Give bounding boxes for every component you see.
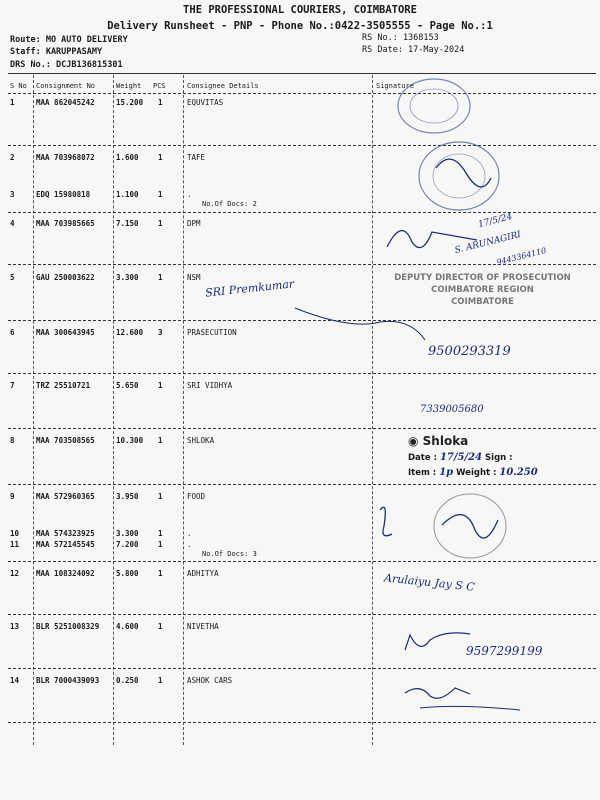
col-pcs: PCS bbox=[153, 82, 166, 90]
docs-count: No.Of Docs: 2 bbox=[202, 200, 257, 208]
shloka-logo-text: Shloka bbox=[422, 434, 469, 448]
handwritten-name: Arulaiyu Jay S C bbox=[383, 571, 476, 594]
drs-number: DRS No.: DCJB136815301 bbox=[10, 60, 123, 70]
col-weight: Weight bbox=[116, 82, 142, 90]
row-sno: 3 bbox=[10, 190, 15, 199]
row-consignment: MAA 703968072 bbox=[36, 153, 95, 162]
sign-label: Sign : bbox=[485, 453, 513, 463]
row-consignee: EQUVITAS bbox=[187, 98, 224, 107]
row-consignee: . bbox=[187, 190, 192, 199]
round-seal-stamp bbox=[416, 138, 502, 214]
row-consignment: EDQ 15980818 bbox=[36, 190, 91, 199]
row-divider bbox=[8, 145, 596, 146]
row-consignee: PRASECUTION bbox=[187, 328, 237, 337]
row-weight: 5.800 bbox=[116, 569, 139, 578]
handwritten-name: S. ARUNAGIRI bbox=[453, 229, 523, 257]
row-weight: 7.200 bbox=[116, 540, 139, 549]
row-weight: 1.600 bbox=[116, 153, 139, 162]
row-consignment: MAA 862045242 bbox=[36, 98, 95, 107]
row-divider bbox=[8, 373, 596, 374]
row-consignee: ASHOK CARS bbox=[187, 676, 233, 685]
row-consignment: MAA 300643945 bbox=[36, 328, 95, 337]
col-divider bbox=[33, 75, 34, 745]
route: Route: MO AUTO DELIVERY bbox=[10, 35, 128, 45]
row-divider bbox=[8, 722, 596, 723]
row-sno: 1 bbox=[10, 98, 15, 107]
row-consignee: ADHITYA bbox=[187, 569, 219, 578]
handwritten-phone: 9443364110 bbox=[495, 245, 548, 268]
row-consignee: . bbox=[187, 540, 192, 549]
row-pcs: 1 bbox=[158, 676, 163, 685]
signature-row5 bbox=[290, 300, 430, 350]
staff: Staff: KARUPPASAMY bbox=[10, 47, 103, 57]
weight-label: Weight : bbox=[456, 468, 497, 478]
row-pcs: 1 bbox=[158, 492, 163, 501]
row-divider bbox=[8, 668, 596, 669]
rs-date: RS Date: 17-May-2024 bbox=[362, 45, 465, 55]
row-pcs: 1 bbox=[158, 153, 163, 162]
row-consignee: NIVETHA bbox=[187, 622, 219, 631]
col-consignee: Consignee Details bbox=[187, 82, 259, 90]
row-sno: 4 bbox=[10, 219, 15, 228]
row-weight: 3.300 bbox=[116, 529, 139, 538]
handwritten-phone: 9597299199 bbox=[466, 644, 543, 658]
row-weight: 3.950 bbox=[116, 492, 139, 501]
stamp-line: COIMBATORE bbox=[451, 297, 514, 307]
row-pcs: 1 bbox=[158, 529, 163, 538]
row-pcs: 1 bbox=[158, 219, 163, 228]
docs-count: No.Of Docs: 3 bbox=[202, 550, 257, 558]
row-sno: 8 bbox=[10, 436, 15, 445]
shloka-stamp bbox=[408, 434, 588, 492]
row-weight: 5.650 bbox=[116, 381, 139, 390]
handwritten-date: 17/5/24 bbox=[477, 211, 514, 231]
row-sno: 11 bbox=[10, 540, 20, 549]
row-pcs: 1 bbox=[158, 98, 163, 107]
handwritten-phone: 7339005680 bbox=[420, 404, 484, 415]
row-divider bbox=[8, 428, 596, 429]
col-consignment: Consignment No bbox=[36, 82, 96, 90]
shloka-item-row bbox=[408, 467, 588, 478]
row-consignment: MAA 572145545 bbox=[36, 540, 95, 549]
row-weight: 1.100 bbox=[116, 190, 139, 199]
row-sno: 12 bbox=[10, 569, 20, 578]
row-sno: 7 bbox=[10, 381, 15, 390]
row-consignee: FOOD bbox=[187, 492, 206, 501]
row-weight: 4.600 bbox=[116, 622, 139, 631]
row-consignee: NSM bbox=[187, 273, 201, 282]
row-weight: 3.300 bbox=[116, 273, 139, 282]
stamp-line: COIMBATORE REGION bbox=[431, 285, 534, 295]
row-pcs: 1 bbox=[158, 273, 163, 282]
row-pcs: 1 bbox=[158, 436, 163, 445]
col-divider bbox=[183, 75, 184, 745]
row-consignee: SRI VIDHYA bbox=[187, 381, 233, 390]
col-divider bbox=[113, 75, 114, 745]
row-consignment: GAU 250003622 bbox=[36, 273, 95, 282]
row-sno: 14 bbox=[10, 676, 20, 685]
bank-seal-stamp bbox=[394, 76, 474, 138]
row-weight: 12.600 bbox=[116, 328, 144, 337]
row-consignment: MAA 572960365 bbox=[36, 492, 95, 501]
company-title: THE PROFESSIONAL COURIERS, COIMBATORE bbox=[183, 4, 417, 16]
row-sno: 2 bbox=[10, 153, 15, 162]
row-weight: 15.200 bbox=[116, 98, 144, 107]
row-weight: 7.150 bbox=[116, 219, 139, 228]
row-consignee: . bbox=[187, 529, 192, 538]
row-divider bbox=[8, 614, 596, 615]
row-consignee: TAFE bbox=[187, 153, 206, 162]
row-sno: 9 bbox=[10, 492, 15, 501]
handwritten-phone: 9500293319 bbox=[428, 344, 511, 359]
item-value: 1p bbox=[439, 467, 454, 478]
row-weight: 10.300 bbox=[116, 436, 144, 445]
row-sno: 10 bbox=[10, 529, 20, 538]
row-sno: 6 bbox=[10, 328, 15, 337]
col-signature: Signature bbox=[376, 82, 414, 90]
weight-value: 10.250 bbox=[499, 467, 538, 478]
row-consignment: MAA 703985665 bbox=[36, 219, 95, 228]
row-sno: 5 bbox=[10, 273, 15, 282]
row-consignee: DPM bbox=[187, 219, 201, 228]
rs-number: RS No.: 1368153 bbox=[362, 33, 439, 43]
date-label: Date : bbox=[408, 453, 437, 463]
row-pcs: 1 bbox=[158, 569, 163, 578]
shloka-logo: ◉ Shloka bbox=[408, 434, 469, 448]
date-value: 17/5/24 bbox=[439, 452, 483, 463]
row-consignment: MAA 574323925 bbox=[36, 529, 95, 538]
row-pcs: 1 bbox=[158, 381, 163, 390]
row-pcs: 1 bbox=[158, 540, 163, 549]
shloka-date-row bbox=[408, 452, 588, 463]
item-label: Item : bbox=[408, 468, 437, 478]
header-divider bbox=[8, 73, 596, 74]
row-consignment: BLR 5251008329 bbox=[36, 622, 100, 631]
col-divider bbox=[372, 75, 373, 745]
row-consignment: TRZ 25510721 bbox=[36, 381, 91, 390]
col-sno: S No bbox=[10, 82, 27, 90]
row-sno: 13 bbox=[10, 622, 20, 631]
row-pcs: 3 bbox=[158, 328, 163, 337]
row-pcs: 1 bbox=[158, 190, 163, 199]
stamp-line: DEPUTY DIRECTOR OF PROSECUTION bbox=[394, 273, 571, 283]
runsheet-title: Delivery Runsheet - PNP - Phone No.:0422-3505555 - Page No.:1 bbox=[107, 20, 493, 32]
signature-row13 bbox=[400, 620, 480, 660]
row-weight: 0.250 bbox=[116, 676, 139, 685]
row-consignment: MAA 703508565 bbox=[36, 436, 95, 445]
signature-row14 bbox=[400, 678, 530, 718]
row-consignment: MAA 108324092 bbox=[36, 569, 95, 578]
row-consignee: SHLOKA bbox=[187, 436, 215, 445]
round-seal-stamp bbox=[370, 490, 530, 562]
row-pcs: 1 bbox=[158, 622, 163, 631]
column-header-divider bbox=[8, 93, 596, 94]
row-consignment: BLR 7000439093 bbox=[36, 676, 100, 685]
handwritten-receiver: SRI Premkumar bbox=[204, 277, 295, 300]
